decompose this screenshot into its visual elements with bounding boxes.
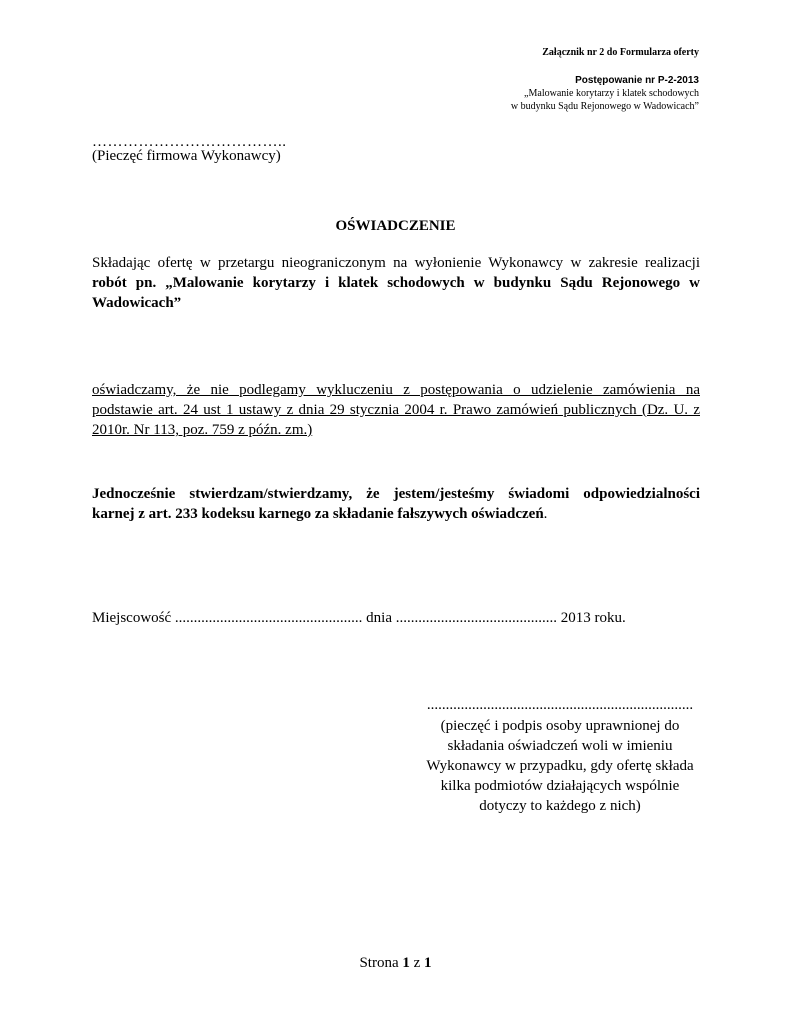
- signature-line-1: (pieczęć i podpis osoby uprawnionej do: [440, 718, 680, 734]
- intro-line-1: Składając ofertę w przetargu nieograniczonym na wyłonienie Wykonawcy w zakresie realizacji: [92, 255, 700, 271]
- signature-line-4: kilka podmiotów działających wspólnie: [440, 778, 680, 794]
- footer-page-number: 1: [402, 955, 410, 971]
- signature-line-3: Wykonawcy w przypadku, gdy ofertę składa: [426, 758, 694, 774]
- liability-paragraph: [92, 484, 700, 524]
- place-date-line: Miejscowość .................................................. dnia ........................................... 2013 roku.: [92, 610, 626, 626]
- footer-page-total: 1: [424, 955, 432, 971]
- signature-caption: [395, 716, 725, 816]
- procedure-subject-line-1: „Malowanie korytarzy i klatek schodowych: [524, 88, 699, 99]
- declaration-line-2: podstawie art. 24 ust 1 ustawy z dnia 29 stycznia 2004 r. Prawo zamówień publicznych (Dz. U. z: [92, 402, 700, 418]
- footer-page-word: Strona: [359, 955, 399, 971]
- signature-line-5: dotyczy to każdego z nich): [479, 798, 641, 814]
- intro-paragraph: [92, 253, 700, 313]
- declaration-line-1: oświadczamy, że nie podlegamy wykluczeniu z postępowania o udzielenie zamówienia na: [92, 382, 700, 398]
- procedure-subject-line-2: w budynku Sądu Rejonowego w Wadowicach”: [510, 101, 699, 112]
- document-title: OŚWIADCZENIE: [335, 218, 456, 234]
- stamp-label: (Pieczęć firmowa Wykonawcy): [92, 148, 281, 164]
- declaration-paragraph: [92, 380, 700, 440]
- liability-period: .: [543, 506, 548, 522]
- attachment-label: Załącznik nr 2 do Formularza oferty: [542, 47, 699, 58]
- page-footer: [0, 955, 791, 972]
- signature-dots: .......................................................................: [426, 697, 694, 713]
- footer-of-word: z: [413, 955, 421, 971]
- stamp-dots: ………………………………..: [92, 134, 287, 150]
- intro-line-3: Wadowicach”: [92, 295, 182, 311]
- liability-line-1: Jednocześnie stwierdzam/stwierdzamy, że jestem/jesteśmy świadomi odpowiedzialności: [92, 486, 700, 502]
- procedure-number: Postępowanie nr P-2-2013: [575, 75, 699, 86]
- liability-line-2: karnej z art. 233 kodeksu karnego za składanie fałszywych oświadczeń: [92, 506, 544, 522]
- intro-line-2: robót pn. „Malowanie korytarzy i klatek schodowych w budynku Sądu Rejonowego w: [92, 275, 700, 291]
- declaration-line-3: 2010r. Nr 113, poz. 759 z późn. zm.): [92, 422, 313, 438]
- signature-line-2: składania oświadczeń woli w imieniu: [447, 738, 673, 754]
